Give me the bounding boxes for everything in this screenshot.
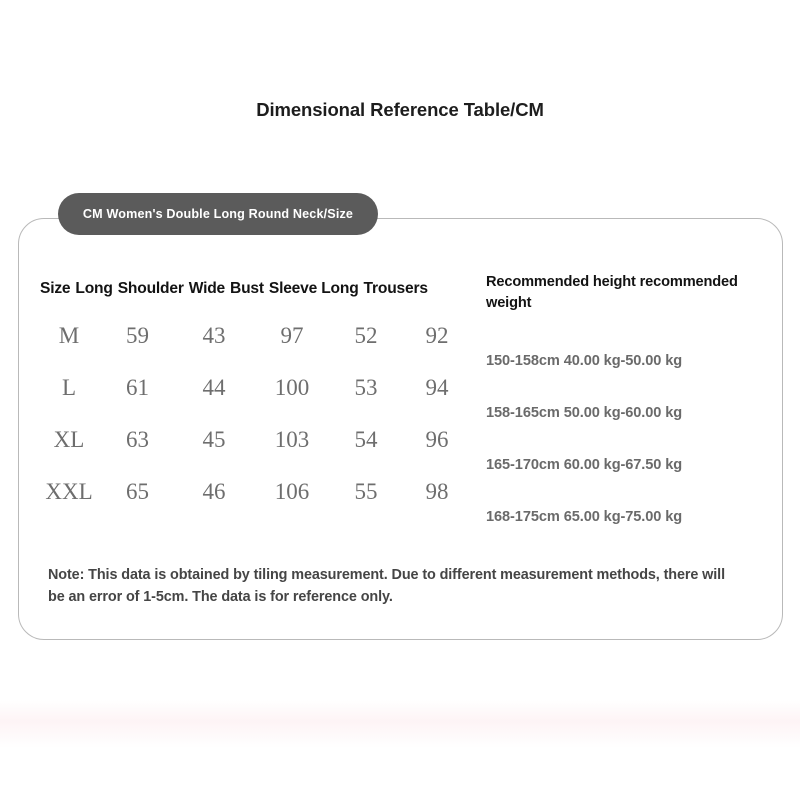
cell-size: M	[58, 323, 80, 348]
cell-sleeve-long: 55	[354, 479, 378, 504]
measurements-header-row	[38, 280, 478, 298]
cell-sleeve-long: 52	[354, 323, 378, 348]
measurement-note: Note: This data is obtained by tiling measurement. Due to different measurement methods, there will be an error of 1-5cm. The data is for reference only.	[48, 567, 725, 606]
cell-long: 65	[126, 479, 149, 504]
cell-size: L	[61, 375, 77, 400]
recommendation-rows	[486, 335, 771, 543]
cell-sleeve-long: 54	[354, 427, 378, 452]
recommendation-column	[486, 272, 771, 543]
recommendation-value: 168-175cm 65.00 kg-75.00 kg	[486, 509, 683, 526]
header-sleeve-long: Sleeve Long	[268, 280, 359, 297]
header-bust: Bust	[230, 280, 264, 297]
header-shoulder: Shoulder	[117, 280, 184, 297]
cell-sleeve-long: 53	[354, 375, 378, 400]
cell-long: 63	[126, 427, 149, 452]
recommendation-header: Recommended height recommended weight	[486, 274, 738, 311]
cell-bust: 97	[280, 323, 304, 348]
cell-trousers: 94	[425, 375, 449, 400]
table-row	[38, 414, 478, 466]
table-row	[38, 362, 478, 414]
measurements-column	[38, 280, 478, 518]
cell-shoulder-wide: 46	[202, 479, 226, 504]
cell-size: XXL	[45, 479, 93, 504]
table-row	[38, 310, 478, 362]
header-trousers: Trousers	[363, 280, 428, 297]
cell-long: 59	[126, 323, 149, 348]
cell-trousers: 98	[425, 479, 449, 504]
cell-shoulder-wide: 45	[202, 427, 226, 452]
recommendation-value: 158-165cm 50.00 kg-60.00 kg	[486, 405, 683, 422]
header-wide: Wide	[188, 280, 226, 297]
cell-long: 61	[126, 375, 149, 400]
cell-size: XL	[53, 427, 85, 452]
measurements-rows	[38, 310, 478, 518]
page-title: Dimensional Reference Table/CM	[256, 99, 544, 120]
cell-trousers: 96	[425, 427, 449, 452]
cell-shoulder-wide: 44	[202, 375, 226, 400]
cell-trousers: 92	[425, 323, 449, 348]
cell-bust: 106	[274, 479, 310, 504]
header-size: Size	[40, 280, 71, 297]
category-badge-label: CM Women's Double Long Round Neck/Size	[82, 207, 354, 221]
table-row	[38, 466, 478, 518]
cell-bust: 100	[274, 375, 310, 400]
cell-shoulder-wide: 43	[202, 323, 226, 348]
recommendation-value: 150-158cm 40.00 kg-50.00 kg	[486, 353, 683, 370]
bottom-tint-band	[0, 700, 800, 748]
header-long: Long	[75, 280, 113, 297]
recommendation-value: 165-170cm 60.00 kg-67.50 kg	[486, 457, 683, 474]
cell-bust: 103	[274, 427, 310, 452]
